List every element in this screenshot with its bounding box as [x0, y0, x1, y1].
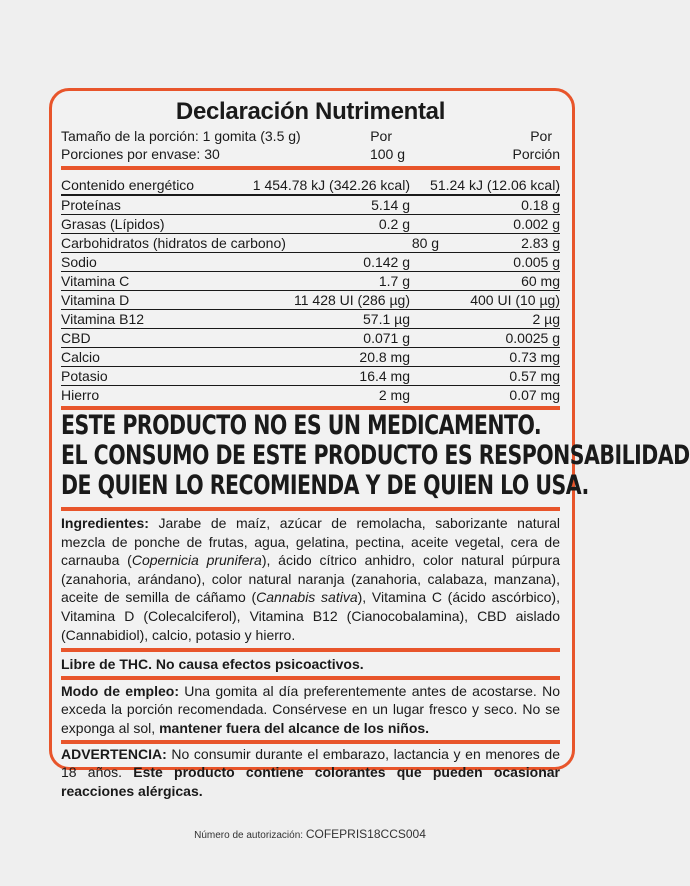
per-100g-header-line1: Por — [370, 128, 392, 144]
nutrient-per-serving: 0.07 mg — [509, 387, 560, 403]
per-serving-header-line1: Por — [530, 128, 552, 144]
nutrient-per-serving: 2.83 g — [521, 235, 560, 251]
nutrient-per-serving: 0.0025 g — [505, 330, 560, 346]
nutrient-per-100g: 2 mg — [378, 387, 410, 403]
nutrient-table — [61, 176, 560, 404]
nutrient-row — [61, 215, 560, 234]
ingredients-label: Ingredientes: — [61, 515, 149, 531]
nutrient-name: Sodio — [61, 254, 97, 270]
nutrient-per-100g: 0.142 g — [363, 254, 410, 270]
nutrient-row — [61, 367, 560, 386]
nutrient-per-serving: 2 µg — [532, 311, 560, 327]
nutrient-row — [61, 348, 560, 367]
nutrient-per-100g: 0.2 g — [378, 216, 410, 232]
authorization-label: Número de autorización: — [194, 830, 306, 841]
nutrient-row — [61, 253, 560, 272]
nutrient-per-100g: 1 454.78 kJ (342.26 kcal) — [252, 177, 410, 193]
thc-note: Libre de THC. No causa efectos psicoactivos. — [61, 656, 364, 673]
nutrient-name: Proteínas — [61, 197, 121, 213]
nutrient-per-100g: 80 g — [411, 235, 440, 251]
authorization-code: COFEPRIS18CCS004 — [305, 827, 426, 841]
per-100g-header-line2: 100 g — [369, 146, 405, 162]
nutrient-per-100g: 20.8 mg — [359, 349, 410, 365]
nutrient-per-serving: 51.24 kJ (12.06 kcal) — [430, 177, 560, 193]
warning-line: EL CONSUMO DE ESTE PRODUCTO ES RESPONSABILIDAD — [61, 440, 690, 471]
nutrient-name: Vitamina D — [61, 292, 130, 308]
nutrient-row — [61, 272, 560, 291]
nutrient-row — [61, 234, 560, 253]
nutrient-per-100g: 57.1 µg — [363, 311, 410, 327]
nutrient-per-serving: 0.73 mg — [509, 349, 560, 365]
nutrient-row — [61, 386, 560, 404]
divider-thick — [61, 648, 560, 652]
nutrient-row — [61, 310, 560, 329]
medical-warning — [61, 410, 690, 503]
warning-line: DE QUIEN LO RECOMIENDA Y DE QUIEN LO USA. — [61, 470, 589, 501]
servings-per-container: Porciones por envase: 30 — [61, 146, 220, 162]
usage-instructions: Modo de empleo: Una gomita al día preferentemente antes de acostarse. No exceda la porción recomendada. Consérvese en un lugar fresco y seco. No se exponga al sol, mantener fuera del alcance de los niños. — [61, 682, 560, 736]
nutrient-per-100g: 1.7 g — [378, 273, 410, 289]
nutrient-per-100g: 11 428 UI (286 µg) — [294, 292, 410, 308]
nutrient-name: Potasio — [61, 368, 108, 384]
nutrient-per-serving: 0.57 mg — [509, 368, 560, 384]
nutrient-name: Vitamina B12 — [61, 311, 145, 327]
usage-label: Modo de empleo: — [61, 682, 179, 699]
nutrient-name: CBD — [61, 330, 91, 346]
per-serving-header-line2: Porción — [512, 146, 560, 162]
nutrient-name: Hierro — [61, 387, 100, 403]
divider-thick — [61, 676, 560, 680]
advertencia-label: ADVERTENCIA: — [61, 745, 167, 762]
nutrient-per-serving: 0.002 g — [513, 216, 560, 232]
nutrient-name: Contenido energético — [61, 177, 195, 193]
nutrient-row — [61, 291, 560, 310]
nutrient-per-serving: 400 UI (10 µg) — [470, 292, 560, 308]
nutrient-name: Carbohidratos (hidratos de carbono) — [61, 235, 286, 251]
serving-header-row-2 — [61, 145, 560, 163]
nutrient-per-serving: 0.005 g — [513, 254, 560, 270]
warning-line: ESTE PRODUCTO NO ES UN MEDICAMENTO. — [61, 410, 542, 441]
nutrient-name: Calcio — [61, 349, 100, 365]
serving-header-row-1 — [61, 127, 560, 145]
nutrient-per-serving: 60 mg — [521, 273, 560, 289]
nutrient-name: Vitamina C — [61, 273, 130, 289]
nutrient-per-serving: 0.18 g — [521, 197, 560, 213]
serving-size: Tamaño de la porción: 1 gomita (3.5 g) — [61, 128, 301, 144]
nutrient-per-100g: 0.071 g — [363, 330, 410, 346]
nutrient-row — [61, 329, 560, 348]
nutrient-row — [61, 196, 560, 215]
authorization-number — [0, 827, 620, 841]
nutrient-name: Grasas (Lípidos) — [61, 216, 165, 232]
divider-thick — [61, 740, 560, 744]
divider-thick — [61, 507, 560, 511]
nutrient-row — [61, 176, 560, 196]
nutrient-per-100g: 5.14 g — [371, 197, 410, 213]
label-title: Declaración Nutrimental — [175, 98, 446, 125]
advertencia: ADVERTENCIA: No consumir durante el embarazo, lactancia y en menores de 18 años. Este producto contiene colorantes que pueden ocasionar reacciones alérgicas. — [61, 745, 560, 799]
nutrient-per-100g: 16.4 mg — [359, 368, 410, 384]
ingredients: Ingredientes: Jarabe de maíz, azúcar de remolacha, saborizante natural mezcla de ponche de frutas, agua, gelatina, pectina, aceite vegetal, cera de carnauba (Copernicia prunifera), ácido cítrico anhidro, color natural púrpura (zanahoria, arándano), color natural naranja (zanahoria, calabaza, manzana), aceite de semilla de cáñamo (Cannabis sativa), Vitamina C (ácido ascórbico), Vitamina D (Colecalciferol), Vitamina B12 (Cianocobalamina), CBD aislado (Cannabidiol), calcio, potasio y hierro. — [61, 515, 560, 643]
label-content — [61, 91, 690, 800]
nutrition-label — [49, 88, 690, 799]
